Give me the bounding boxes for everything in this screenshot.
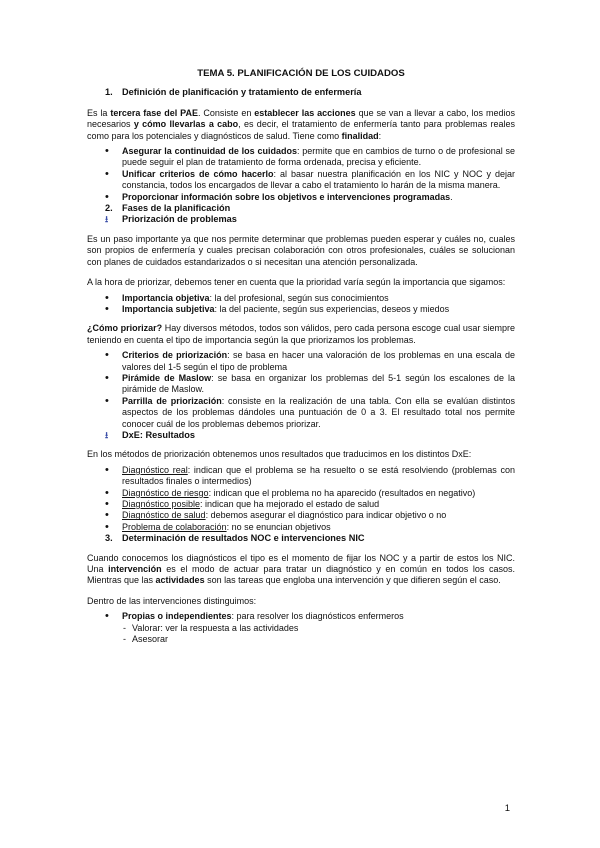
sub-list-item: - Valorar: ver la respuesta a las actividades <box>87 623 515 634</box>
list-item: • Asegurar la continuidad de los cuidados: permite que en cambios de turno o de profesional se puede seguir el plan de tratamiento de forma ordenada, precisa y eficiente. <box>87 146 515 169</box>
list-item: • Propias o independientes: para resolver los diagnósticos enfermeros <box>87 611 515 622</box>
paragraph-prioritization: Es un paso importante ya que nos permite determinar que problemas pueden esperar y cuáles no, cuales son propios de enfermería y cuales precisan colaboración con otros profesionales, cuáles se solucionan con planes de cuidados estandarizados o si necesitan una atención personalizada. <box>87 233 515 267</box>
page-title: TEMA 5. PLANIFICACIÓN DE LOS CUIDADOS <box>197 68 405 79</box>
section-2-heading: 2. Fases de la planificación <box>105 203 231 214</box>
list-item: • Proporcionar información sobre los objetivos e intervenciones programadas. <box>87 192 515 203</box>
arrow-down-icon: ⭳ <box>105 429 109 440</box>
list-item: • Diagnóstico de riesgo: indican que el problema no ha aparecido (resultados en negativo) <box>87 488 515 499</box>
list-item: • Importancia subjetiva: la del paciente, según sus experiencias, deseos y miedos <box>87 304 515 315</box>
paragraph-importance-intro: A la hora de priorizar, debemos tener en cuenta que la prioridad varía según la importancia que sigamos: <box>87 277 506 288</box>
goals-list <box>87 146 515 203</box>
subsection-dxe-results: ⭳ DxE: Resultados <box>105 429 196 440</box>
diagnosis-list <box>87 465 515 533</box>
sub-list-item: - Asesorar <box>87 634 515 645</box>
section-label: Definición de planificación y tratamiento de enfermería <box>122 87 362 98</box>
paragraph-dxe-intro: En los métodos de priorización obtenemos unos resultados que traducimos en los distintos DxE: <box>87 449 472 460</box>
arrow-down-icon: ⭳ <box>105 214 109 225</box>
interventions-list <box>87 611 515 622</box>
methods-list <box>87 350 515 430</box>
list-item: • Importancia objetiva: la del profesional, según sus conocimientos <box>87 293 515 304</box>
document-page <box>87 68 515 645</box>
sub-list <box>87 623 515 646</box>
list-item: • Diagnóstico de salud: debemos asegurar el diagnóstico para indicar objetivo o no <box>87 510 515 521</box>
list-item: • Problema de colaboración: no se enuncian objetivos <box>87 522 515 533</box>
list-item: • Diagnóstico posible: indican que ha mejorado el estado de salud <box>87 499 515 510</box>
list-item: • Pirámide de Maslow: se basa en organizar los problemas del 5-1 según los escalones de la pirámide de Maslow. <box>87 373 515 396</box>
page-number: 1 <box>504 803 510 814</box>
section-3-heading: 3. Determinación de resultados NOC e intervenciones NIC <box>105 533 365 544</box>
paragraph-noc-nic: Cuando conocemos los diagnósticos el tipo es el momento de fijar los NOC y a partir de estos los NIC. Una intervención es el modo de actuar para tratar un diagnóstico y en común en todos los casos. Mientras que las actividades son las tareas que engloba una intervención y que difieren según el caso. <box>87 552 516 586</box>
list-item: • Diagnóstico real: indican que el problema se ha resuelto o se está resolviendo (problemas con resultados finales o intermedios) <box>87 465 515 488</box>
list-item: • Parrilla de priorización: consiste en la realización de una tabla. Con ella se evalúan distintos aspectos de los problemas dándoles una puntuación de 0 a 3. El resultado total nos permite conocer cuál de los problemas debemos priorizar. <box>87 396 515 430</box>
list-item: • Unificar criterios de cómo hacerlo: al basar nuestra planificación en los NIC y NOC y dejar constancia, todos los encargados de llevar a cabo el tratamiento lo harán de la misma manera. <box>87 169 515 192</box>
paragraph-definition: Es la tercera fase del PAE. Consiste en establecer las acciones que se van a llevar a cabo, los medios necesarios y cómo llevarlas a cabo, es decir, el tratamiento de enfermería tanto para problemas reales como para los potenciales y diagnósticos de salud. Tiene como finalidad: <box>87 107 515 141</box>
paragraph-interventions-intro: Dentro de las intervenciones distinguimos: <box>87 595 257 606</box>
section-1-heading <box>105 87 515 98</box>
subsection-prioritization: ⭳ Priorización de problemas <box>105 214 237 225</box>
section-number: 1. <box>105 87 113 98</box>
list-item: • Criterios de priorización: se basa en hacer una valoración de los problemas en una escala de valores del 1-5 según el tipo de problema <box>87 350 515 373</box>
importance-list <box>87 293 515 316</box>
paragraph-how-to-prioritize: ¿Cómo priorizar? Hay diversos métodos, todos son válidos, pero cada persona escoge cual usar siempre teniendo en cuenta el tipo de importancia según la que priorizamos los problemas. <box>87 323 515 345</box>
